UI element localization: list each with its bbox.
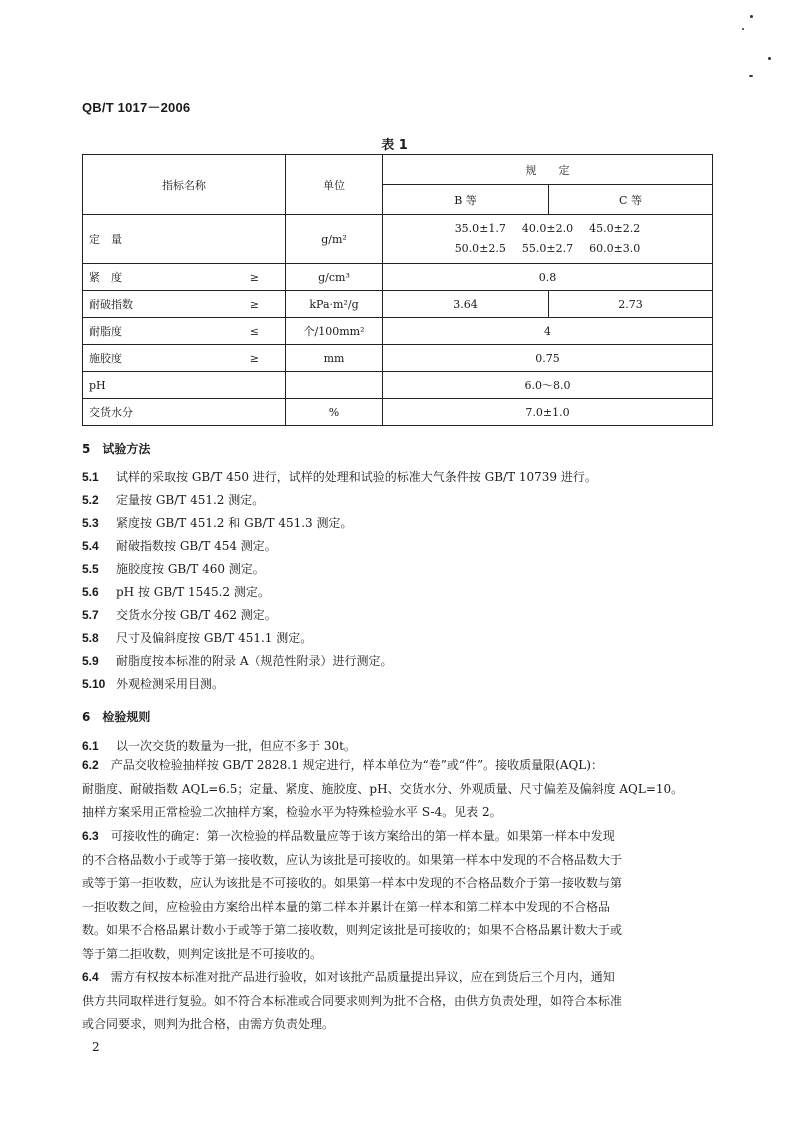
clause-text: 外观检测采用目测。 [116, 677, 225, 691]
clause-number: 5.2 [82, 493, 99, 507]
row-symbol: ≥ [249, 297, 259, 311]
spec-table [82, 154, 713, 426]
row-value: 4 [383, 318, 713, 345]
clause-number: 5.1 [82, 470, 99, 484]
quantity-value: 55.0±2.7 [521, 242, 574, 255]
standard-code: QB/T 1017－2006 [82, 100, 191, 115]
clause-5-7 [82, 606, 277, 623]
clause-text: 需方有权按本标准对批产品进行验收，如对该批产品质量提出异议，应在到货后三个月内，通知 供方共同取样进行复验。如不符合本标准或合同要求则判为批不合格，由供方负责处理，如符合本标准 或合同要求，则判为批合格，由需方负责处理。 [82, 970, 623, 1031]
clause-number: 5.10 [82, 677, 106, 691]
row-value: 0.8 [383, 264, 713, 291]
row-unit: g/cm³ [286, 264, 383, 291]
row-name-cell [83, 318, 286, 345]
table-row-ph [83, 372, 713, 399]
clause-6-1 [82, 737, 356, 754]
section-5-heading: 5 试验方法 [82, 442, 151, 456]
row-symbol: ≥ [249, 270, 259, 284]
row-name-cell [83, 372, 286, 399]
row-name: 施胶度 [89, 352, 122, 365]
clause-6-3 [82, 825, 716, 966]
clause-5-9 [82, 652, 392, 669]
section-6-heading: 6 检验规则 [82, 710, 151, 724]
row-value: 6.0～8.0 [383, 372, 713, 399]
row-name: 交货水分 [89, 406, 133, 419]
clause-number: 5.3 [82, 516, 99, 530]
clause-text: 施胶度按 GB/T 460 测定。 [116, 562, 265, 576]
clause-number: 5.9 [82, 654, 99, 668]
quantity-value: 40.0±2.0 [521, 222, 574, 235]
row-name: pH [89, 378, 106, 392]
page-number: 2 [92, 1040, 100, 1054]
quantity-value: 45.0±2.2 [589, 222, 641, 235]
row-name-cell [83, 399, 286, 426]
clause-5-4 [82, 537, 277, 554]
clause-number: 5.5 [82, 562, 99, 576]
row-symbol: ≤ [249, 324, 259, 338]
clause-6-4 [82, 966, 716, 1037]
row-unit [286, 372, 383, 399]
clause-5-3 [82, 514, 353, 531]
clause-5-10 [82, 675, 224, 692]
table-row-sizing [83, 345, 713, 372]
scan-speck [768, 57, 771, 60]
clause-5-2 [82, 491, 264, 508]
table-header-row [83, 155, 713, 185]
clause-number: 6.1 [82, 739, 99, 753]
quantity-value: 35.0±1.7 [454, 222, 506, 235]
row-unit: % [286, 399, 383, 426]
clause-number: 6.4 [82, 970, 99, 984]
row-unit: kPa·m²/g [286, 291, 383, 318]
clause-5-5 [82, 560, 265, 577]
header-grade-b: B 等 [383, 185, 549, 215]
header-name: 指标名称 [83, 155, 286, 215]
scan-speck [742, 28, 744, 30]
row-value: 7.0±1.0 [383, 399, 713, 426]
header-spec: 规 定 [383, 155, 713, 185]
clause-text: pH 按 GB/T 1545.2 测定。 [116, 585, 270, 599]
clause-text: 交货水分按 GB/T 462 测定。 [116, 608, 277, 622]
clause-text: 定量按 GB/T 451.2 测定。 [116, 493, 265, 507]
table-row-quantity [83, 215, 713, 264]
clause-text: 试样的采取按 GB/T 450 进行，试样的处理和试验的标准大气条件按 GB/T 10739 进行。 [116, 470, 597, 484]
scan-speck [750, 15, 753, 18]
row-name: 定 量 [83, 215, 286, 264]
row-name: 紧 度 [89, 271, 122, 284]
quantity-value: 60.0±3.0 [589, 242, 641, 255]
table-row-grease-resistance [83, 318, 713, 345]
clause-number: 5.7 [82, 608, 99, 622]
clause-number: 5.8 [82, 631, 99, 645]
row-name: 耐脂度 [89, 325, 122, 338]
row-name-cell [83, 345, 286, 372]
row-unit: 个/100mm² [286, 318, 383, 345]
clause-5-1 [82, 468, 597, 485]
row-symbol: ≥ [249, 351, 259, 365]
clause-number: 6.2 [82, 758, 99, 772]
row-name-cell [83, 291, 286, 318]
quantity-value: 50.0±2.5 [454, 242, 506, 255]
table-row-burst-index [83, 291, 713, 318]
row-unit: mm [286, 345, 383, 372]
clause-text: 以一次交货的数量为一批，但应不多于 30t。 [116, 739, 356, 753]
row-value-c: 2.73 [549, 291, 713, 318]
clause-5-8 [82, 629, 312, 646]
clause-text: 尺寸及偏斜度按 GB/T 451.1 测定。 [116, 631, 313, 645]
table-title: 表 1 [381, 138, 408, 153]
clause-text: 耐破指数按 GB/T 454 测定。 [116, 539, 277, 553]
clause-text: 紧度按 GB/T 451.2 和 GB/T 451.3 测定。 [116, 516, 353, 530]
clause-5-6 [82, 583, 270, 600]
header-grade-c: C 等 [549, 185, 713, 215]
row-value: 0.75 [383, 345, 713, 372]
clause-number: 5.4 [82, 539, 99, 553]
clause-text: 可接收性的确定：第一次检验的样品数量应等于该方案给出的第一样本量。如果第一样本中发现 的不合格品数小于或等于第一接收数，应认为该批是可接收的。如果第一样本中发现的不合格品数大于 或等于第一拒收数，应认为该批是不可接收的。如果第一样本中发现的不合格品数介于第一接收数与第 一拒收数之间，应检验由方案给出样本量的第二样本并累计在第一样本和第二样本中发现的不合格品 数。如果不合格品累计数小于或等于第二接收数，则判定该批是可接收的；如果不合格品累计数大于或 等于第二拒收数，则判定该批是不可接收的。 [82, 829, 623, 961]
clause-text: 耐脂度按本标准的附录 A（规范性附录）进行测定。 [116, 654, 393, 668]
row-name: 耐破指数 [89, 298, 133, 311]
row-quantity-values [383, 215, 713, 264]
table-row-moisture [83, 399, 713, 426]
clause-number: 6.3 [82, 829, 99, 843]
scan-speck [749, 75, 753, 77]
table-row-density [83, 264, 713, 291]
row-unit: g/m² [286, 215, 383, 264]
clause-text: 产品交收检验抽样按 GB/T 2828.1 规定进行，样本单位为“卷”或“件”。接收质量限(AQL)： 耐脂度、耐破指数 AQL=6.5；定量、紧度、施胶度、pH、交货水分、外观质量、尺寸偏差及偏斜度 AQL=10。 抽样方案采用正常检验二次抽样方案，检验水平为特殊检验水平 S-4。见表 2。 [82, 758, 684, 819]
row-value-b: 3.64 [383, 291, 549, 318]
row-name-cell [83, 264, 286, 291]
clause-number: 5.6 [82, 585, 99, 599]
clause-6-2 [82, 754, 716, 825]
header-unit: 单位 [286, 155, 383, 215]
